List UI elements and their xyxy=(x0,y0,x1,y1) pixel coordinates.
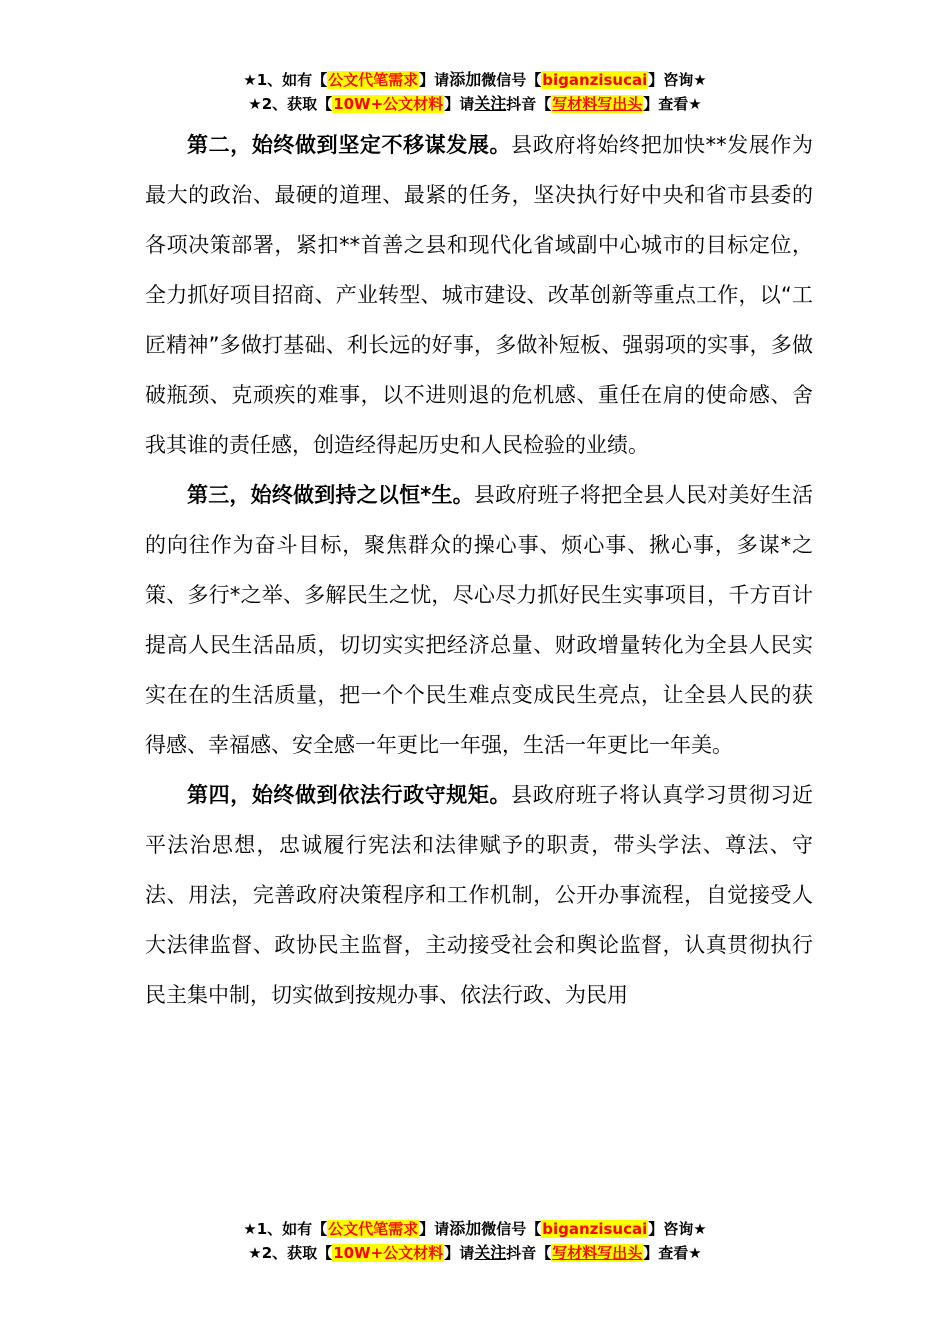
highlight-douyin-account: 写材料写出头 xyxy=(552,1244,643,1262)
header-line-2: ★2、获取【10W+公文材料】请关注抖音【写材料写出头】查看★ xyxy=(248,94,702,113)
paragraph-text: 县政府将始终把加快**发展作为最大的政治、最硬的道理、最紧的任务，坚决执行好中央和省市县委的各项决策部署，紧扣**首善之县和现代化省域副中心城市的目标定位，全力抓好项目招商、产业转型、城市建设、改革创新等重点工作，以“工匠精神”多做打基础、利长远的好事，多做补短板、强弱项的实事，多做破瓶颈、克顽疾的难事，以不进则退的危机感、重任在肩的使命感、舍我其谁的责任感，创造经得起历史和人民检验的业绩。 xyxy=(145,133,814,457)
header-line-1: ★1、如有【公文代笔需求】请添加微信号【biganzisucai】咨询★ xyxy=(243,70,707,89)
paragraph-lead: 第四，始终做到依法行政守规矩。 xyxy=(187,783,512,807)
highlight-materials: 10W+公文材料 xyxy=(333,1244,444,1262)
highlight-douyin-account: 写材料写出头 xyxy=(552,95,643,113)
paragraph-text: 县政府班子将认真学习贯彻习近平法治思想，忠诚履行宪法和法律赋予的职责，带头学法、尊法、守法、用法，完善政府决策程序和工作机制，公开办事流程，自觉接受人大法律监督、政协民主监督，主动接受社会和舆论监督，认真贯彻执行民主集中制，切实做到按规办事、依法行政、为民用 xyxy=(145,783,814,1007)
highlight-service: 公文代笔需求 xyxy=(328,71,419,89)
paragraph-lead: 第三，始终做到持之以恒*生。 xyxy=(187,483,474,507)
footer-banner xyxy=(0,1217,950,1265)
paragraph-text: 县政府班子将把全县人民对美好生活的向往作为奋斗目标，聚焦群众的操心事、烦心事、揪心事，多谋*之策、多行*之举、多解民生之忧，尽心尽力抓好民生实事项目，千方百计提高人民生活品质，切切实实把经济总量、财政增量转化为全县人民实实在在的生活质量，把一个个民生难点变成民生亮点，让全县人民的获得感、幸福感、安全感一年更比一年强，生活一年更比一年美。 xyxy=(145,483,814,757)
highlight-materials: 10W+公文材料 xyxy=(333,95,444,113)
document-body xyxy=(145,120,813,1020)
paragraph-lead: 第二，始终做到坚定不移谋发展。 xyxy=(187,133,512,157)
paragraph-3 xyxy=(145,470,813,770)
highlight-service: 公文代笔需求 xyxy=(328,1220,419,1238)
paragraph-2 xyxy=(145,120,813,470)
paragraph-4 xyxy=(145,770,813,1020)
footer-line-2: ★2、获取【10W+公文材料】请关注抖音【写材料写出头】查看★ xyxy=(248,1243,702,1262)
header-banner xyxy=(0,68,950,116)
footer-line-1: ★1、如有【公文代笔需求】请添加微信号【biganzisucai】咨询★ xyxy=(243,1219,707,1238)
highlight-wechat-id: biganzisucai xyxy=(542,71,648,89)
highlight-wechat-id: biganzisucai xyxy=(542,1220,648,1238)
